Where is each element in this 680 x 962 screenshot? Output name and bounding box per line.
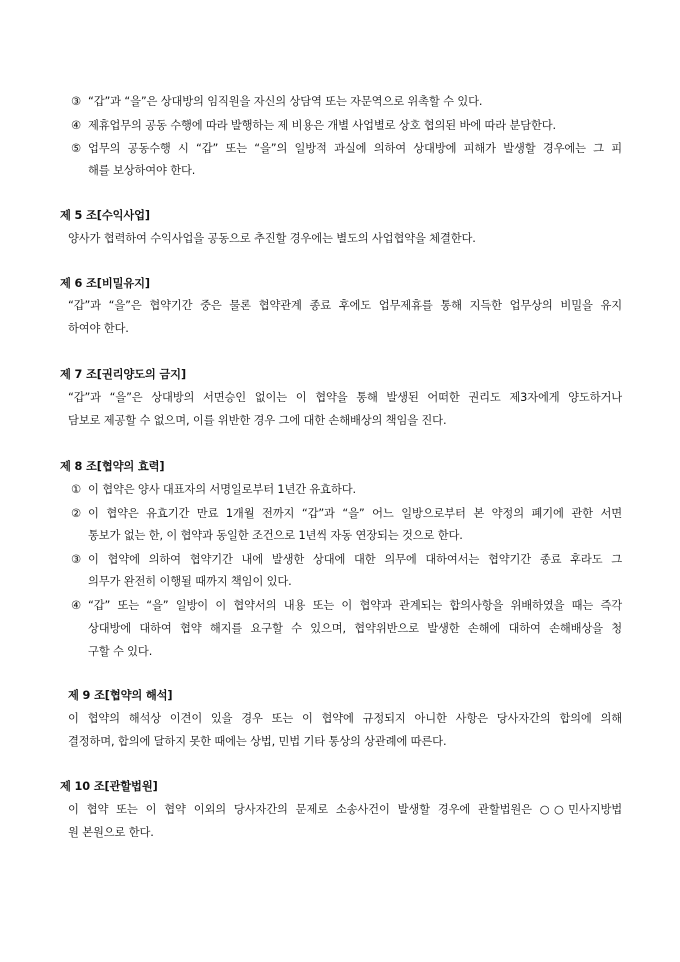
- item-number: ④: [71, 119, 81, 132]
- article-heading: 제 8 조[협약의 효력]: [60, 460, 165, 473]
- item-number: ②: [71, 507, 81, 520]
- article-heading: 제 7 조[권리양도의 금지]: [60, 368, 186, 381]
- item-number: ④: [71, 599, 81, 612]
- item-number: ①: [71, 483, 81, 496]
- article-heading: 제 6 조[비밀유지]: [60, 277, 150, 290]
- article-text: 이 협약 또는 이 협약 이외의 당사자간의 문제로 소송사건이 발생할 경우에 관할법원은 ○○민사지방법: [68, 803, 622, 816]
- item-text: 업무의 공동수행 시 “갑” 또는 “을”의 일방적 과실에 의하여 상대방에 피해가 발생할 경우에는 그 피: [88, 142, 622, 155]
- item-number: ⑤: [71, 142, 81, 155]
- item-text: “갑”과 “을”은 상대방의 임직원을 자신의 상담역 또는 자문역으로 위촉할 수 있다.: [88, 95, 483, 108]
- article-text: 하여야 한다.: [68, 322, 129, 335]
- item-number: ③: [71, 95, 81, 108]
- article-text: 담보로 제공할 수 없으며, 이를 위반한 경우 그에 대한 손해배상의 책임을 진다.: [68, 414, 447, 427]
- article-text: “갑”과 “을”은 상대방의 서면승인 없이는 이 협약을 통해 발생된 어떠한 권리도 제3자에게 양도하거나: [68, 391, 622, 404]
- item-text: 이 협약은 유효기간 만료 1개월 전까지 “갑”과 “을” 어느 일방으로부터 본 약정의 폐기에 관한 서면: [88, 507, 622, 520]
- item-text: 통보가 없는 한, 이 협약과 동일한 조건으로 1년씩 자동 연장되는 것으로 한다.: [88, 529, 463, 542]
- article-text: 양사가 협력하여 수익사업을 공동으로 추진할 경우에는 별도의 사업협약을 체결한다.: [68, 232, 476, 245]
- item-text: 상대방에 대하여 협약 해지를 요구할 수 있으며, 협약위반으로 발생한 손해에 대하여 손해배상을 청: [88, 622, 622, 635]
- article-text: 이 협약의 해석상 이견이 있을 경우 또는 이 협약에 규정되지 아니한 사항은 당사자간의 합의에 의해: [68, 712, 622, 725]
- item-text: 이 협약은 양사 대표자의 서명일로부터 1년간 유효하다.: [88, 483, 356, 496]
- article-text: “갑”과 “을”은 협약기간 중은 물론 협약관계 종료 후에도 업무제휴를 통해 지득한 업무상의 비밀을 유지: [68, 299, 622, 312]
- article-text: 결정하며, 합의에 달하지 못한 때에는 상법, 민법 기타 통상의 상관례에 따른다.: [68, 735, 447, 748]
- item-text: 제휴업무의 공동 수행에 따라 발행하는 제 비용은 개별 사업별로 상호 협의된 바에 따라 분담한다.: [88, 119, 556, 132]
- article-text: 원 본원으로 한다.: [68, 826, 154, 839]
- item-text: “갑” 또는 “을” 일방이 이 협약서의 내용 또는 이 협약과 관계되는 합의사항을 위배하였을 때는 즉각: [88, 599, 622, 612]
- item-text: 구할 수 있다.: [88, 645, 153, 658]
- article-heading: 제 9 조[협약의 해석]: [68, 689, 173, 702]
- item-text: 의무가 완전히 이행될 때까지 책임이 있다.: [88, 575, 292, 588]
- article-heading: 제 10 조[관할법원]: [60, 780, 158, 793]
- item-number: ③: [71, 553, 81, 566]
- item-text: 이 협약에 의하여 협약기간 내에 발생한 상대에 대한 의무에 대하여서는 협약기간 종료 후라도 그: [88, 553, 622, 566]
- item-text: 해를 보상하여야 한다.: [88, 164, 196, 177]
- article-heading: 제 5 조[수익사업]: [60, 209, 150, 222]
